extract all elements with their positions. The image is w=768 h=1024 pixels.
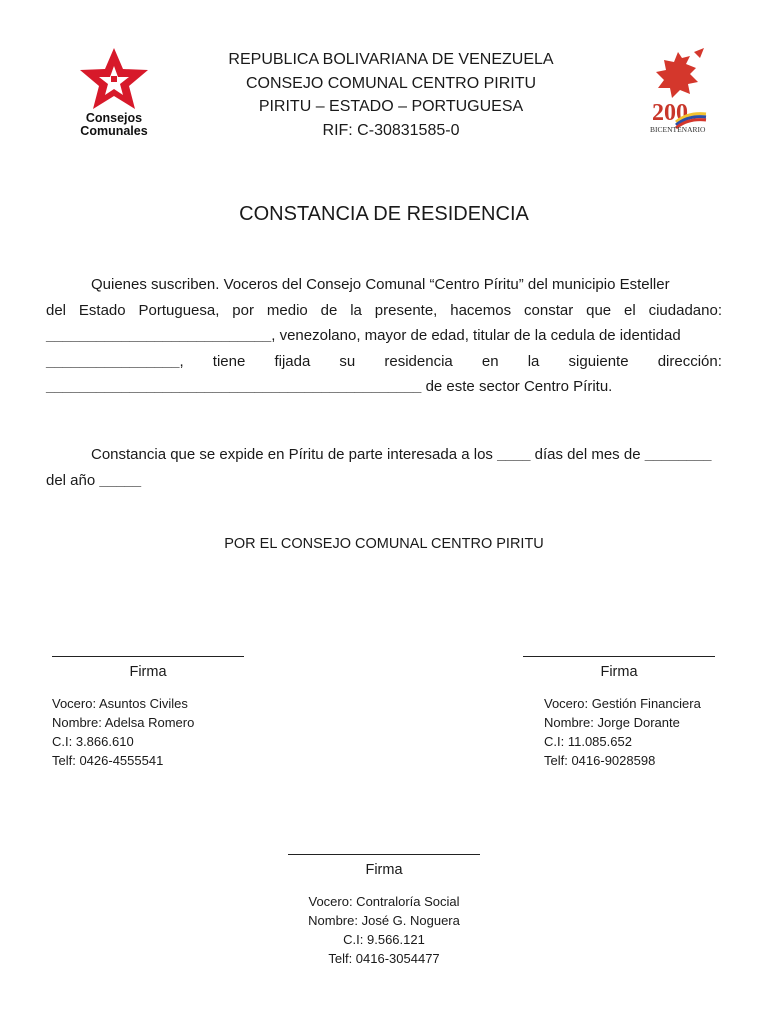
signature-line <box>523 656 715 657</box>
paragraph1-line3-text: , venezolano, mayor de edad, titular de la cedula de identidad <box>271 327 681 344</box>
word-tiene: tiene <box>212 352 246 370</box>
signer-role: Vocero: Gestión Financiera <box>544 696 701 711</box>
signer-ci: C.I: 9.566.121 <box>343 932 425 947</box>
signer-name: Nombre: Jorge Dorante <box>544 715 680 730</box>
signer-ci: C.I: 3.866.610 <box>52 734 134 749</box>
bicentenario-number: 200 <box>652 100 688 126</box>
word-direccion: dirección: <box>657 352 722 370</box>
word-su: su <box>339 352 356 370</box>
signature-label: Firma <box>600 664 638 680</box>
signature-line <box>288 854 480 855</box>
signer-phone: Telf: 0416-9028598 <box>544 753 656 768</box>
word-residencia: residencia <box>384 352 453 370</box>
horseman-icon <box>646 48 716 140</box>
signature-label: Firma <box>129 664 167 680</box>
paragraph1-line5 <box>46 374 722 400</box>
signature-block-right <box>523 656 715 770</box>
star-icon <box>72 46 156 112</box>
paragraph1-line4 <box>46 349 722 375</box>
paragraph1-line2: del Estado Portuguesa, por medio de la presente, hacemos constar que el ciudadano: <box>46 301 722 319</box>
consejos-comunales-logo <box>72 46 156 140</box>
month-blank: ________ <box>644 446 712 463</box>
word-siguiente: siguiente <box>568 352 629 370</box>
paragraph2-line1 <box>46 442 722 468</box>
signer-phone: Telf: 0426-4555541 <box>52 753 164 768</box>
year-blank: _____ <box>99 471 142 489</box>
word-la: la <box>527 352 540 370</box>
address-blank: _____________________________________________ <box>46 378 422 395</box>
paragraph1-line1 <box>46 272 722 298</box>
header-location: PIRITU – ESTADO – PORTUGUESA <box>258 98 524 115</box>
signer-ci: C.I: 11.085.652 <box>544 734 632 749</box>
signature-block-left <box>52 656 244 770</box>
paragraph1-line3 <box>46 323 722 349</box>
citizen-name-blank: ___________________________ <box>46 327 272 344</box>
signer-info <box>523 694 715 770</box>
document-header <box>180 48 602 142</box>
signer-info <box>52 694 244 770</box>
council-signature-heading: POR EL CONSEJO COMUNAL CENTRO PIRITU <box>224 536 544 552</box>
signature-line <box>52 656 244 657</box>
day-blank: ____ <box>497 446 531 463</box>
signature-label: Firma <box>365 862 403 878</box>
logo-caption-line1: Consejos <box>85 111 143 125</box>
signer-role: Vocero: Asuntos Civiles <box>52 696 188 711</box>
header-council: CONSEJO COMUNAL CENTRO PIRITU <box>245 74 537 92</box>
word-fijada: fijada <box>274 352 311 370</box>
document-title: CONSTANCIA DE RESIDENCIA <box>239 203 529 225</box>
paragraph1-line1-text: Quienes suscriben. Voceros del Consejo Comunal “Centro Píritu” del municipio Esteller <box>91 276 670 293</box>
signer-phone: Telf: 0416-3054477 <box>328 951 440 966</box>
bicentenario-logo <box>646 48 716 140</box>
word-en: en <box>481 352 499 370</box>
comma: , <box>179 352 184 370</box>
signer-name: Nombre: Adelsa Romero <box>52 715 195 730</box>
signer-info <box>288 892 480 968</box>
signer-role: Vocero: Contraloría Social <box>308 894 460 909</box>
paragraph2-year-text: del año <box>46 471 100 489</box>
signature-block-center <box>288 854 480 968</box>
paragraph2-text1: Constancia que se expide en Píritu de parte interesada a los <box>91 446 498 463</box>
paragraph1-line5-text: de este sector Centro Píritu. <box>421 378 613 395</box>
signer-name: Nombre: José G. Noguera <box>308 913 460 928</box>
bicentenario-caption: BICENTENARIO <box>650 125 706 134</box>
paragraph-issue-date <box>46 442 722 493</box>
header-country: REPUBLICA BOLIVARIANA DE VENEZUELA <box>228 51 554 68</box>
paragraph2-text2: días del mes de <box>530 446 645 463</box>
header-rif: RIF: C-30831585-0 <box>322 121 460 139</box>
paragraph-residence <box>46 272 722 400</box>
paragraph2-line2 <box>46 468 722 494</box>
logo-caption-line2: Comunales <box>80 124 148 138</box>
id-number-blank: ________________ <box>46 352 180 370</box>
